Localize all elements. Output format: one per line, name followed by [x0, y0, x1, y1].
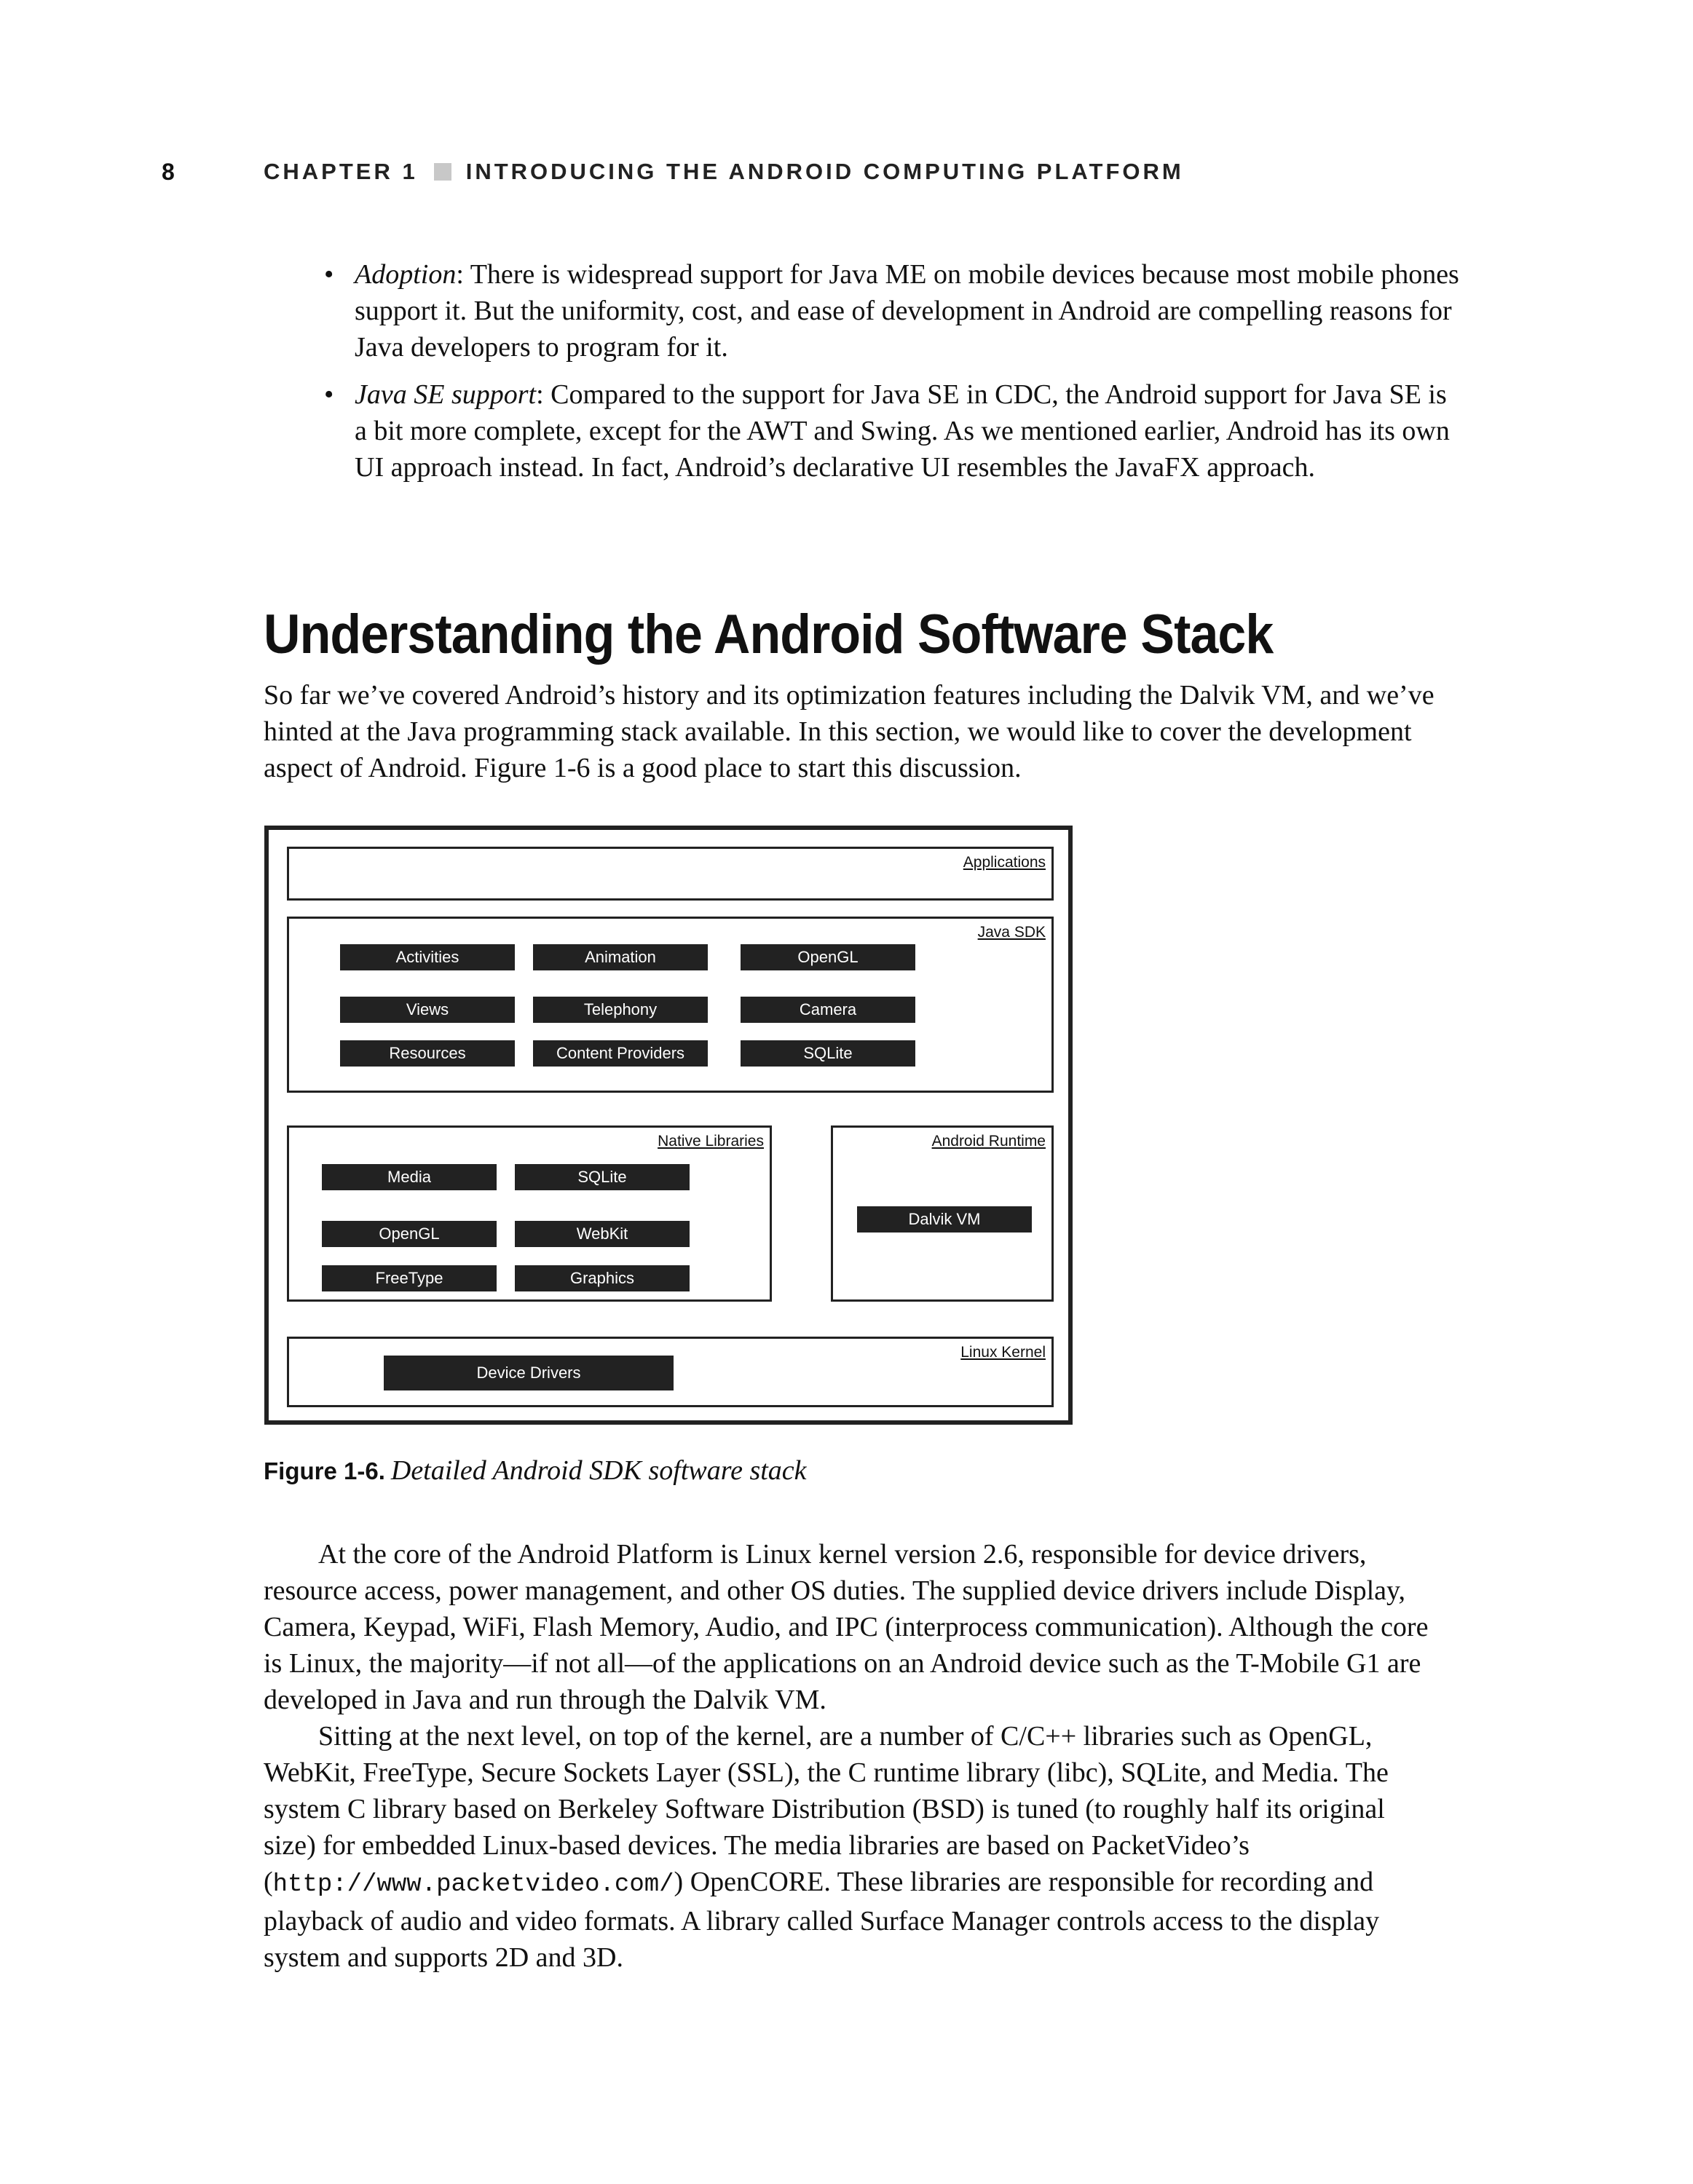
block-sqlite: SQLite: [741, 1040, 915, 1067]
layer-label-android-runtime: Android Runtime: [931, 1133, 1046, 1150]
caption-text: Detailed Android SDK software stack: [390, 1455, 807, 1486]
block-views: Views: [340, 997, 515, 1023]
figure-software-stack: [264, 826, 1073, 1425]
paragraph: [264, 1718, 1443, 1976]
block-sqlite: SQLite: [515, 1164, 690, 1190]
layer-label-applications: Applications: [963, 854, 1046, 871]
paragraph-text: ) OpenCORE. These libraries are responsible for recording and playback of audio and video formats. A library called Surface Manager controls access to the display system and supports 2D and 3D.: [264, 1867, 1380, 1973]
layer-native-libraries: [287, 1125, 772, 1302]
figure-caption: [264, 1455, 807, 1487]
block-activities: Activities: [340, 944, 515, 970]
bullet-text: [355, 256, 1460, 365]
running-head: [264, 159, 1184, 185]
block-dalvik-vm: Dalvik VM: [857, 1206, 1032, 1233]
url-text: http://www.packetvideo.com/: [272, 1871, 674, 1899]
bullet-dot: •: [324, 379, 334, 410]
block-device-drivers: Device Drivers: [384, 1356, 674, 1390]
block-content-providers: Content Providers: [533, 1040, 708, 1067]
block-animation: Animation: [533, 944, 708, 970]
chapter-title: INTRODUCING THE ANDROID COMPUTING PLATFORM: [465, 159, 1184, 184]
block-webkit: WebKit: [515, 1221, 690, 1247]
block-camera: Camera: [741, 997, 915, 1023]
block-opengl: OpenGL: [741, 944, 915, 970]
body-text: [264, 1536, 1443, 1976]
layer-linux-kernel: [287, 1337, 1054, 1407]
paragraph-text: Sitting at the next level, on top of the kernel, are a number of C/C++ libraries such as OpenGL, WebKit, FreeType, Secure Sockets Layer (SSL), the C runtime library (libc), SQLite, and Media. The system C library based on Berkeley Software Distribution (BSD) is tuned (to roughly half its original size) for embedded Linux-based devices. The media libraries are based on PacketVideo’s (: [264, 1721, 1389, 1897]
block-resources: Resources: [340, 1040, 515, 1067]
layer-label-java-sdk: Java SDK: [977, 924, 1046, 941]
bullet-text: [355, 376, 1460, 486]
bullet-item: [324, 376, 1460, 486]
bullet-body: : Compared to the support for Java SE in CDC, the Android support for Java SE is a bit more complete, except for the AWT and Swing. As we mentioned earlier, Android has its own UI approach instead. In fact, Android’s declarative UI resembles the JavaFX approach.: [355, 379, 1450, 483]
bullet-dot: •: [324, 259, 334, 290]
layer-label-linux-kernel: Linux Kernel: [960, 1344, 1046, 1361]
layer-label-native-libraries: Native Libraries: [658, 1133, 764, 1150]
paragraph: At the core of the Android Platform is Linux kernel version 2.6, responsible for device drivers, resource access, power management, and other OS duties. The supplied device drivers include Display, Camera, Keypad, WiFi, Flash Memory, Audio, and IPC (interprocess communication). Although the core is Linux, the majority—if not all—of the applications on an Android device such as the T-Mobile G1 are developed in Java and run through the Dalvik VM.: [264, 1539, 1429, 1715]
bullet-term: Adoption: [355, 259, 457, 290]
bullet-term: Java SE support: [355, 379, 537, 410]
layer-java-sdk: [287, 917, 1054, 1093]
page-number: 8: [162, 159, 175, 185]
layer-applications: [287, 847, 1054, 901]
intro-paragraph: So far we’ve covered Android’s history and its optimization features including the Dalvik VM, and we’ve hinted at the Java programming stack available. In this section, we would like to cover the development aspect of Android. Figure 1-6 is a good place to start this discussion.: [264, 680, 1434, 783]
section-title: Understanding the Android Software Stack: [264, 604, 1274, 665]
bullet-list: [324, 256, 1460, 496]
block-media: Media: [322, 1164, 497, 1190]
block-telephony: Telephony: [533, 997, 708, 1023]
block-graphics: Graphics: [515, 1265, 690, 1291]
header-separator-square: [434, 163, 451, 181]
bullet-item: [324, 256, 1460, 365]
chapter-label: CHAPTER 1: [264, 159, 418, 184]
bullet-body: : There is widespread support for Java ME on mobile devices because most mobile phones support it. But the uniformity, cost, and ease of development in Android are compelling reasons for Java developers to program for it.: [355, 259, 1459, 363]
layer-android-runtime: [831, 1125, 1054, 1302]
block-freetype: FreeType: [322, 1265, 497, 1291]
block-opengl: OpenGL: [322, 1221, 497, 1247]
caption-label: Figure 1-6.: [264, 1457, 385, 1484]
